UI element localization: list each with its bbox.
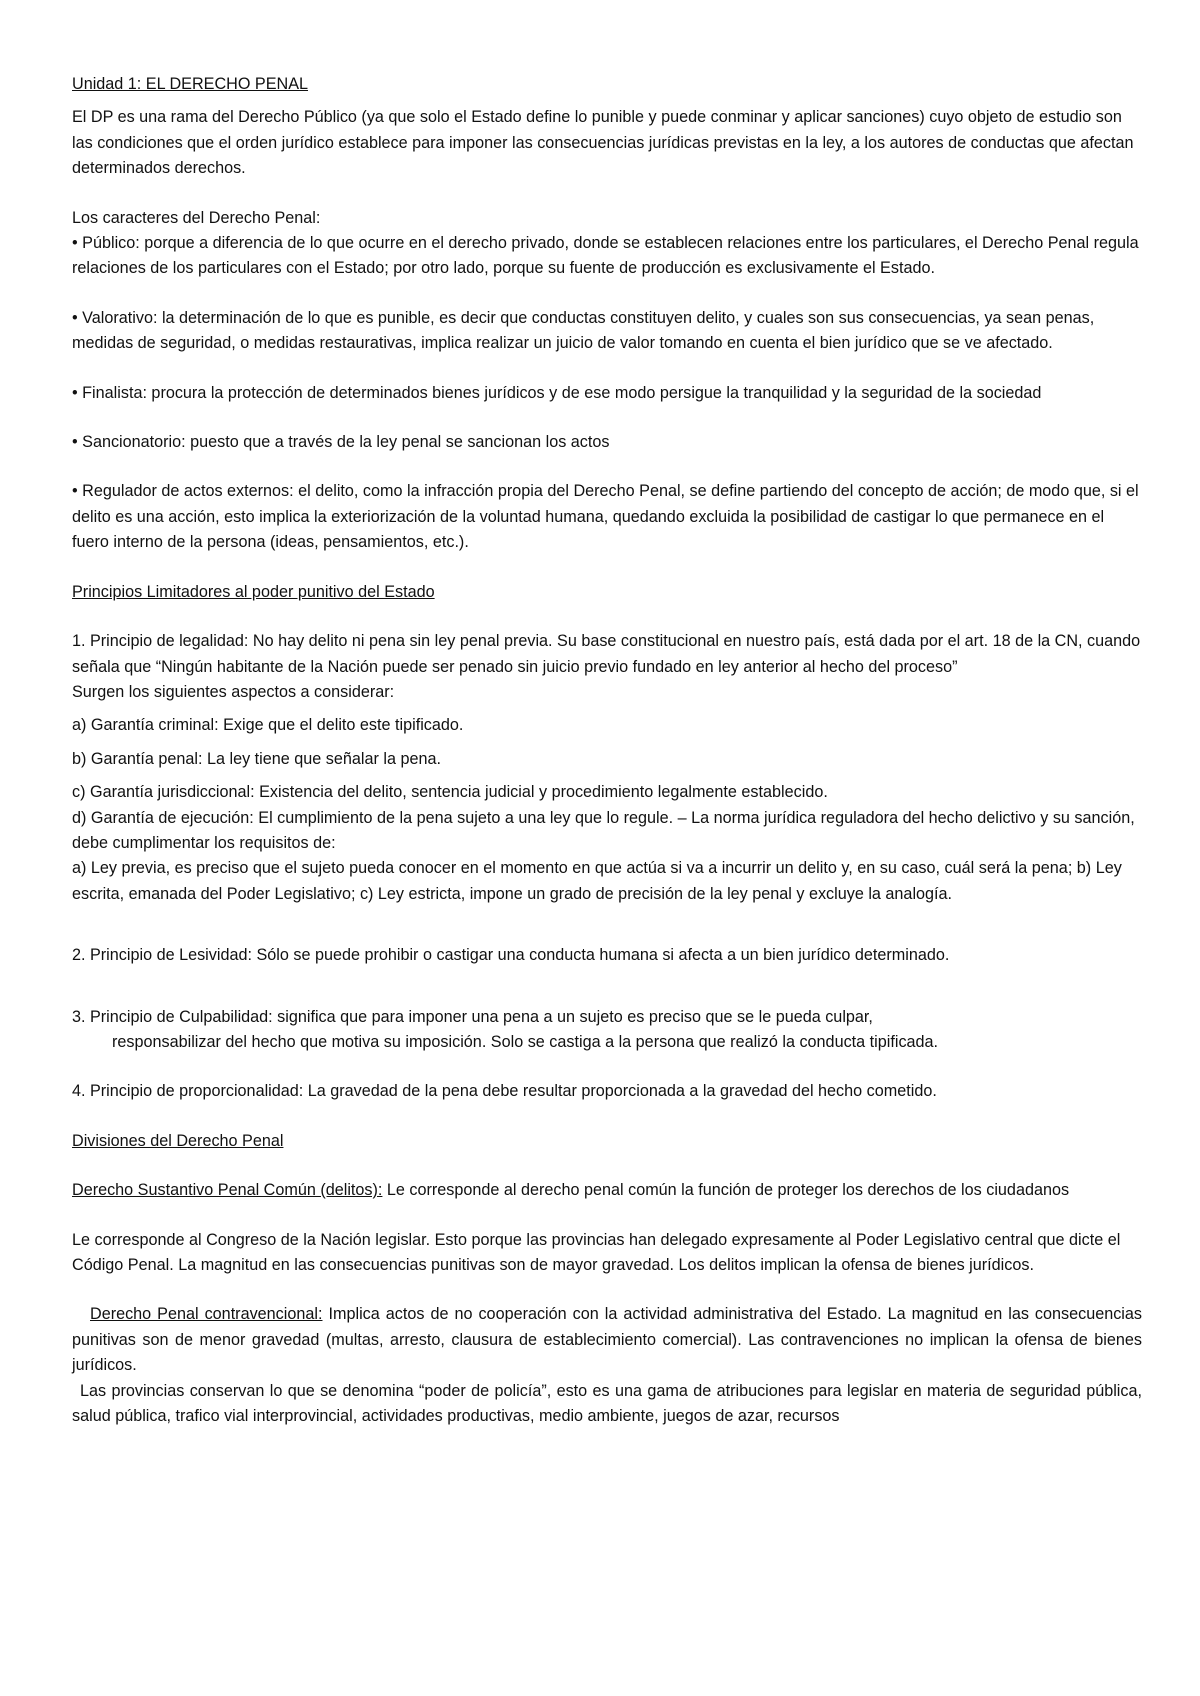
aspectos-intro: Surgen los siguientes aspectos a considerar: (72, 682, 395, 701)
principio-lesividad: 2. Principio de Lesividad: Sólo se puede prohibir o castigar una conducta humana si afecta a un bien jurídico determinado. (72, 946, 950, 965)
caracter-sancionatorio: • Sancionatorio: puesto que a través de la ley penal se sancionan los actos (72, 433, 610, 452)
contravencional-label: Derecho Penal contravencional: (90, 1305, 323, 1324)
requisitos-ley: a) Ley previa, es preciso que el sujeto pueda conocer en el momento en que actúa si va a incurrir un delito y, en su caso, cuál será la pena; b) Ley escrita, emanada del Poder Legislativo; c) Ley estricta, impone un grado de precisión de la ley penal y excluye la analogía. (72, 859, 1122, 903)
garantia-jurisdiccional: c) Garantía jurisdiccional: Existencia del delito, sentencia judicial y procedimiento legalmente establecido. (72, 783, 828, 802)
contravencional-text: Implica actos de no cooperación con la actividad administrativa del Estado. La magnitud en las consecuencias punitivas son de menor gravedad (multas, arresto, clausura de establecimiento comercial). Las contravenciones no implican la ofensa de bienes jurídicos. (72, 1305, 1143, 1375)
unit-title: Unidad 1: EL DERECHO PENAL (72, 75, 309, 93)
principios-heading: Principios Limitadores al poder punitivo del Estado (72, 582, 435, 601)
culpabilidad-line-2: responsabilizar del hecho que motiva su imposición. Solo se castiga a la persona que realizó la conducta tipificada. (112, 1032, 939, 1051)
garantia-criminal: a) Garantía criminal: Exige que el delito este tipificado. (72, 716, 464, 735)
principio-legalidad: 1. Principio de legalidad: No hay delito ni pena sin ley penal previa. Su base constitucional en nuestro país, está dada por el art. 18 de la CN, cuando señala que “Ningún habitante de la Nación puede ser penado sin juicio previo fundado en ley anterior al hecho del proceso” (72, 632, 1141, 676)
derecho-contravencional (72, 1302, 1142, 1378)
garantia-penal: b) Garantía penal: La ley tiene que señalar la pena. (72, 749, 441, 768)
caracteres-heading: Los caracteres del Derecho Penal: (72, 208, 321, 227)
garantia-ejecucion: d) Garantía de ejecución: El cumplimiento de la pena sujeto a una ley que lo regule. – La norma jurídica reguladora del hecho delictivo y su sanción, debe cumplimentar los requisitos de: (72, 808, 1135, 852)
caracter-finalista: • Finalista: procura la protección de determinados bienes jurídicos y de ese modo persigue la tranquilidad y la seguridad de la sociedad (72, 383, 1042, 402)
principio-proporcionalidad: 4. Principio de proporcionalidad: La gravedad de la pena debe resultar proporcionada a la gravedad del hecho cometido. (72, 1082, 937, 1101)
principio-culpabilidad (72, 1005, 1142, 1056)
divisiones-heading: Divisiones del Derecho Penal (72, 1131, 284, 1150)
culpabilidad-line-1: 3. Principio de Culpabilidad: significa que para imponer una pena a un sujeto es preciso que se le pueda culpar, (72, 1007, 873, 1026)
sustantivo-label: Derecho Sustantivo Penal Común (delitos): (72, 1181, 383, 1200)
derecho-sustantivo (72, 1178, 1142, 1203)
provincias-paragraph: Las provincias conservan lo que se denomina “poder de policía”, esto es una gama de atribuciones para legislar en materia de seguridad pública, salud pública, trafico vial interprovincial, actividades productivas, medio ambiente, juegos de azar, recursos (72, 1381, 1142, 1426)
caracter-regulador: • Regulador de actos externos: el delito, como la infracción propia del Derecho Penal, se define partiendo del concepto de acción; de modo que, si el delito es una acción, esto implica la exteriorización de la voluntad humana, quedando excluida la posibilidad de castigar lo que permanece en el fuero interno de la persona (ideas, pensamientos, etc.). (72, 482, 1139, 552)
congreso-paragraph: Le corresponde al Congreso de la Nación legislar. Esto porque las provincias han delegado expresamente al Poder Legislativo central que dicte el Código Penal. La magnitud en las consecuencias punitivas son de mayor gravedad. Los delitos implican la ofensa de bienes jurídicos. (72, 1230, 1121, 1274)
caracter-publico: • Público: porque a diferencia de lo que ocurre en el derecho privado, donde se establecen relaciones entre los particulares, el Derecho Penal regula relaciones de los particulares con el Estado; por otro lado, porque su fuente de producción es exclusivamente el Estado. (72, 234, 1139, 278)
intro-paragraph: El DP es una rama del Derecho Público (ya que solo el Estado define lo punible y puede conminar y aplicar sanciones) cuyo objeto de estudio son las condiciones que el orden jurídico establece para imponer las consecuencias jurídicas previstas en la ley, a los autores de conductas que afectan determinados derechos. (72, 108, 1134, 178)
caracter-valorativo: • Valorativo: la determinación de lo que es punible, es decir que conductas constituyen delito, y cuales son sus consecuencias, ya sean penas, medidas de seguridad, o medidas restaurativas, implica realizar un juicio de valor tomando en cuenta el bien jurídico que se ve afectado. (72, 308, 1095, 353)
sustantivo-text: Le corresponde al derecho penal común la función de proteger los derechos de los ciudadanos (382, 1181, 1070, 1200)
